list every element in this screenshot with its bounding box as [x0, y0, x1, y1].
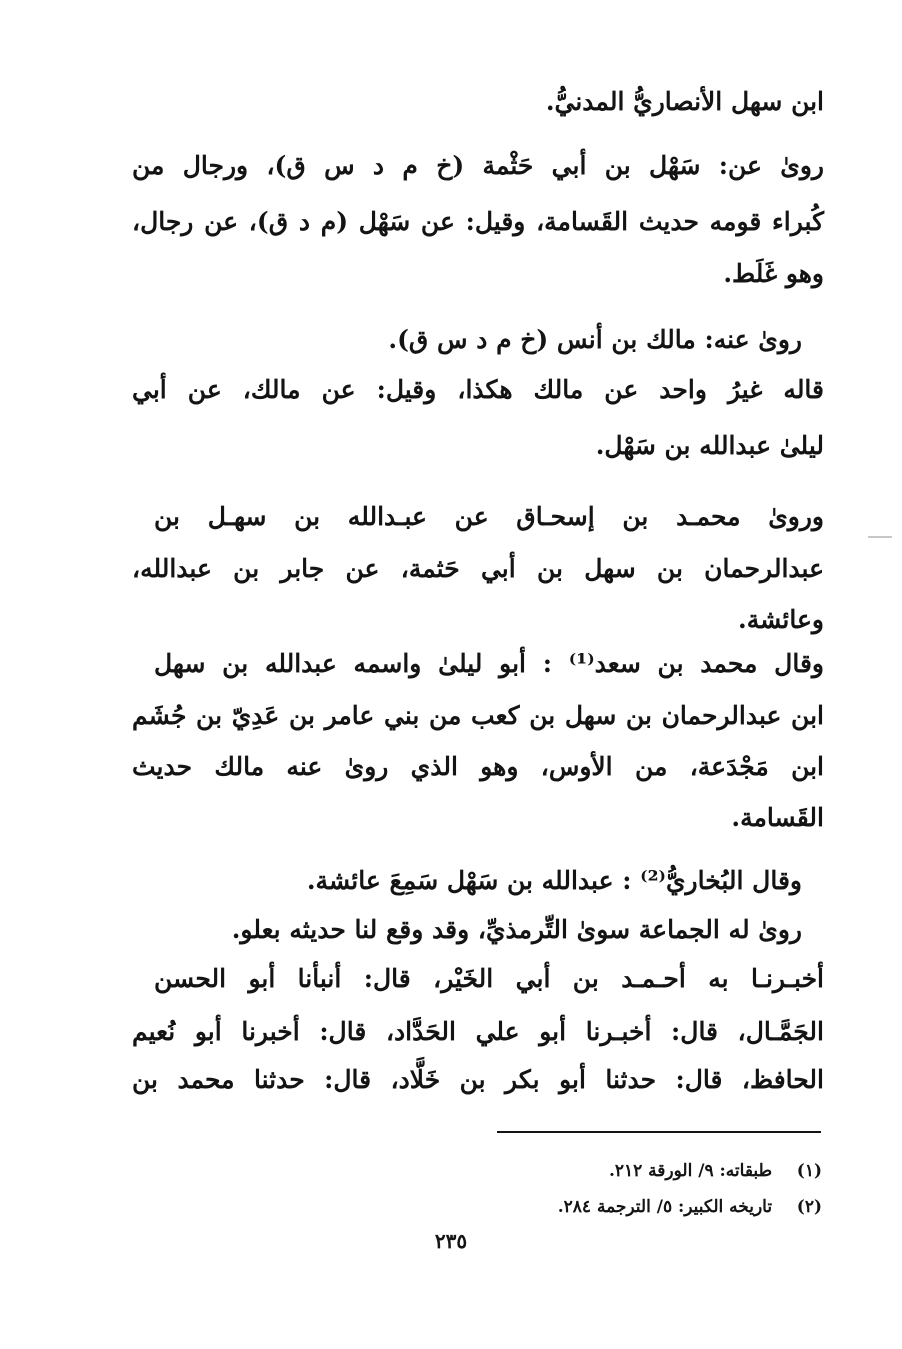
text-line: رویٰ عن: سَهْل بن أبي حَثْمة (خ م د س ق)، ورجال من — [132, 151, 824, 180]
footnote-number: (٢) — [796, 1197, 822, 1217]
footnote-text: تاريخه الكبير: ٥/ الترجمة ٢٨٤. — [557, 1197, 773, 1217]
footnote-number: (١) — [796, 1161, 822, 1181]
text-line: عبدالرحمان بن سهل بن أبي حَثمة، عن جابر بن عبدالله، — [132, 554, 824, 583]
footnote-text: طبقاته: ٩/ الورقة ٢١٢. — [608, 1161, 773, 1181]
text-line: كُبراء قومه حديث القَسامة، وقيل: عن سَهْل (م د ق)، عن رجال، — [132, 207, 824, 236]
text-line: قاله غيرُ واحد عن مالك هكذا، وقيل: عن مالك، عن أبي — [132, 375, 824, 404]
page-number: ٢٣٥ — [434, 1229, 468, 1253]
text-line: ليلیٰ عبدالله بن سَهْل. — [595, 431, 824, 460]
footnote — [609, 1158, 822, 1184]
text-line: ابن مَجْدَعة، من الأوس، وهو الذي رویٰ عنه مالك حديث — [132, 752, 824, 781]
text-line: رویٰ له الجماعة سویٰ التِّرمذيِّ، وقد وقع لنا حديثه بعلو. — [231, 915, 802, 944]
text-line: وقال محمد بن سعد⁽¹⁾ : أبو ليلیٰ واسمه عبدالله بن سهل — [154, 649, 824, 678]
text-line: وعائشة. — [738, 605, 824, 634]
text-line: وقال البُخاريُّ⁽²⁾ : عبدالله بن سَهْل سَمِعَ عائشة. — [306, 866, 802, 895]
text-line: القَسامة. — [731, 803, 824, 832]
text-line: أخبـرنـا به أحـمـد بن أبي الخَيْر، قال: أنبأنا أبو الحسن — [154, 964, 824, 993]
text-line: الحافظ، قال: حدثنا أبو بكر بن خَلَّاد، قال: حدثنا محمد بن — [132, 1065, 824, 1094]
footnote-divider — [497, 1131, 821, 1133]
text-line: الجَمَّـال، قال: أخبـرنا أبو علي الحَدَّاد، قال: أخبرنا أبو نُعيم — [132, 1017, 824, 1046]
text-line: وهو غَلَط. — [723, 259, 824, 288]
text-line: رویٰ عنه: مالك بن أنس (خ م د س ق). — [388, 325, 802, 354]
footnote — [558, 1194, 822, 1220]
text-line: ابن عبدالرحمان بن سهل بن كعب من بني عامر بن عَدِيّ بن جُشَم — [132, 701, 824, 730]
text-line: ابن سهل الأنصاريُّ المدنيُّ. — [545, 87, 824, 116]
text-line: ورویٰ محمـد بن إسحـاق عن عبـدالله بن سهـل بن — [154, 502, 824, 531]
scan-mark — [868, 536, 892, 538]
